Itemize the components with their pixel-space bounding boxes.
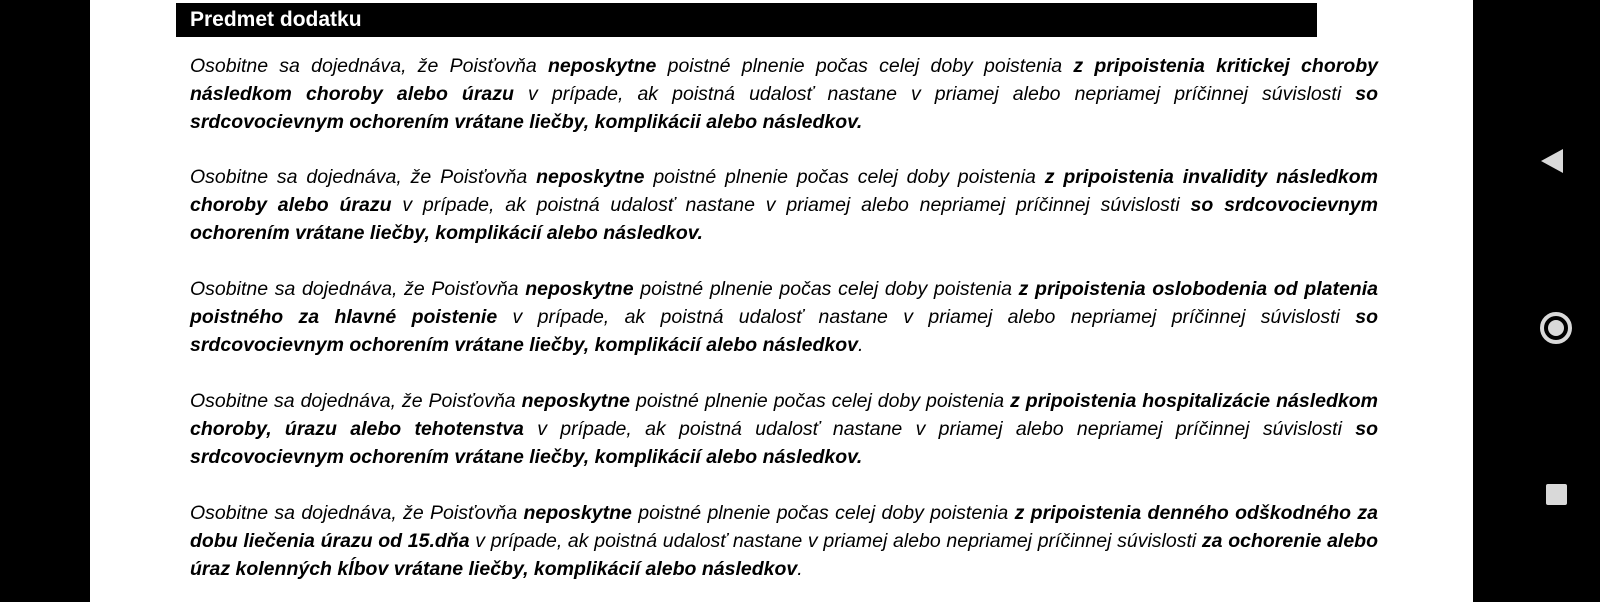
clause-emphasis: z pripoistenia hospitalizácie následkom choroby, úrazu alebo tehotenstva	[190, 390, 1378, 440]
back-button[interactable]	[1512, 121, 1600, 201]
clause-emphasis: so srdcovocievnym ochorením vrátane liečby, komplikácií alebo následkov	[190, 306, 1378, 356]
clause-emphasis: so srdcovocievnym ochorením vrátane liečby, komplikácii alebo následkov.	[190, 83, 1379, 133]
clause-emphasis: z pripoistenia denného odškodného za dobu liečenia úrazu od 15.dňa	[190, 502, 1378, 552]
clause-text: poistné plnenie počas celej doby poistenia	[631, 502, 1015, 524]
clause-text: poistné plnenie počas celej doby poistenia	[656, 55, 1074, 77]
clause-text: Osobitne sa dojednáva, že Poisťovňa	[190, 390, 522, 412]
clause-text: .	[797, 558, 803, 580]
clause-emphasis: z pripoistenia oslobodenia od platenia poistného za hlavné poistenie	[190, 278, 1378, 328]
section-title: Predmet dodatku	[176, 3, 1317, 37]
clause-text: poistné plnenie počas celej doby poistenia	[630, 390, 1011, 412]
document-page[interactable]	[90, 0, 1473, 602]
clause-text: v prípade, ak poistná udalosť nastane v priamej alebo nepriamej príčinnej súvislosti	[497, 306, 1356, 328]
clause-emphasis: neposkytne	[525, 278, 634, 300]
clause-paragraph	[190, 275, 1378, 359]
clause-text: Osobitne sa dojednáva, že Poisťovňa	[190, 55, 548, 77]
recents-button[interactable]	[1512, 454, 1600, 534]
clause-emphasis: neposkytne	[548, 55, 657, 77]
home-button[interactable]	[1512, 288, 1600, 368]
clause-text: Osobitne sa dojednáva, že Poisťovňa	[190, 278, 526, 300]
back-triangle-icon	[1541, 149, 1563, 173]
clause-text: poistné plnenie počas celej doby poistenia	[633, 278, 1019, 300]
android-navigation-bar	[1512, 0, 1600, 602]
clause-emphasis: neposkytne	[521, 390, 631, 412]
clause-text: v prípade, ak poistná udalosť nastane v priamej alebo nepriamej príčinnej súvislosti	[469, 530, 1202, 552]
clause-text: v prípade, ak poistná udalosť nastane v priamej alebo nepriamej príčinnej súvislosti	[523, 418, 1356, 440]
clause-text: Osobitne sa dojednáva, že Poisťovňa	[190, 502, 524, 524]
clause-text: .	[857, 334, 864, 356]
clause-text: poistné plnenie počas celej doby poistenia	[644, 166, 1045, 188]
clause-emphasis: so srdcovocievnym ochorením vrátane liečby, komplikácií alebo následkov.	[190, 194, 1378, 244]
clause-emphasis: neposkytne	[536, 166, 645, 188]
clause-emphasis: so srdcovocievnym ochorením vrátane liečby, komplikácií alebo následkov.	[190, 418, 1378, 468]
clause-emphasis: za ochorenie alebo úraz kolenných kĺbov vrátane liečby, komplikácií alebo následkov	[190, 530, 1378, 580]
clause-emphasis: neposkytne	[523, 502, 632, 524]
clause-paragraph	[190, 52, 1378, 136]
recents-square-icon	[1546, 484, 1567, 505]
clause-paragraph	[190, 163, 1378, 247]
clause-emphasis: z pripoistenia kritickej choroby následkom choroby alebo úrazu	[190, 55, 1378, 105]
home-circle-icon	[1540, 312, 1572, 344]
clause-paragraph	[190, 387, 1378, 471]
clause-text: Osobitne sa dojednáva, že Poisťovňa	[190, 166, 537, 188]
clause-text: v prípade, ak poistná udalosť nastane v priamej alebo nepriamej príčinnej súvislosti	[391, 194, 1191, 216]
clause-emphasis: z pripoistenia invalidity následkom choroby alebo úrazu	[190, 166, 1378, 216]
clause-text: v prípade, ak poistná udalosť nastane v priamej alebo nepriamej príčinnej súvislosti	[513, 83, 1356, 105]
clause-paragraph	[190, 499, 1378, 583]
